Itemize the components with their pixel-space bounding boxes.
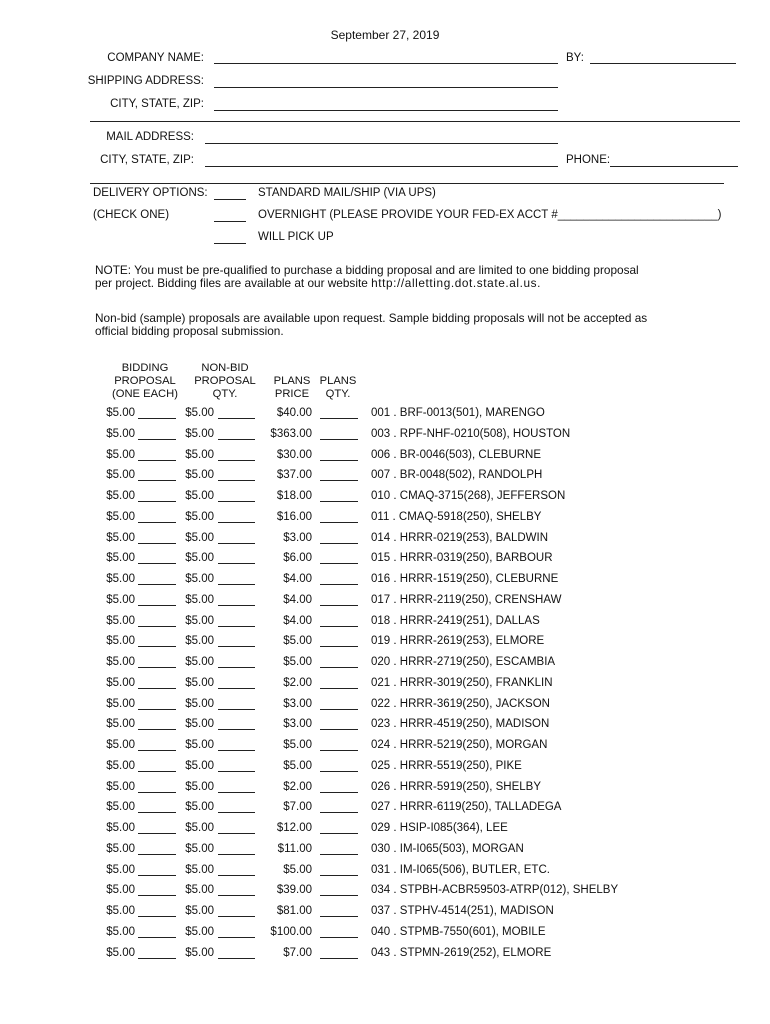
project-description: 026 . HRRR-5919(250), SHELBY <box>371 781 542 793</box>
nonbid-qty-field[interactable] <box>218 470 255 481</box>
table-row <box>0 739 770 759</box>
bidding-price: $5.00 <box>106 449 135 461</box>
shipping-address-label: SHIPPING ADDRESS: <box>87 75 204 87</box>
plans-qty-field[interactable] <box>320 802 358 813</box>
bidding-qty-field[interactable] <box>138 533 176 544</box>
table-row <box>0 718 770 738</box>
bidding-qty-field[interactable] <box>138 885 176 896</box>
bidding-qty-field[interactable] <box>138 636 176 647</box>
nonbid-qty-field[interactable] <box>218 408 255 419</box>
table-row <box>0 698 770 718</box>
nonbid-price: $5.00 <box>185 532 214 544</box>
nonbid-price: $5.00 <box>185 843 214 855</box>
plans-price: $2.00 <box>283 781 312 793</box>
nonbid-qty-field[interactable] <box>218 574 255 585</box>
nonbid-qty-field[interactable] <box>218 678 255 689</box>
plans-qty-field[interactable] <box>320 616 358 627</box>
nonbid-qty-field[interactable] <box>218 719 255 730</box>
delivery-options-label: DELIVERY OPTIONS: <box>93 187 208 199</box>
project-description: 017 . HRRR-2119(250), CRENSHAW <box>371 594 562 606</box>
bidding-price: $5.00 <box>106 594 135 606</box>
nonbid-price: $5.00 <box>185 864 214 876</box>
bidding-qty-field[interactable] <box>138 616 176 627</box>
nonbid-qty-field[interactable] <box>218 699 255 710</box>
bidding-price: $5.00 <box>106 801 135 813</box>
plans-price: $4.00 <box>283 573 312 585</box>
bidding-price: $5.00 <box>106 947 135 959</box>
plans-price: $363.00 <box>270 428 312 440</box>
nonbid-price: $5.00 <box>185 573 214 585</box>
bidding-qty-field[interactable] <box>138 927 176 938</box>
header-bidding-proposal <box>100 362 190 401</box>
plans-qty-field[interactable] <box>320 678 358 689</box>
bidding-qty-field[interactable] <box>138 450 176 461</box>
project-description: 011 . CMAQ-5918(250), SHELBY <box>371 511 542 523</box>
plans-qty-field[interactable] <box>320 865 358 876</box>
nonbid-price: $5.00 <box>185 428 214 440</box>
delivery-overnight-checkbox[interactable] <box>214 221 246 222</box>
header-nonbid-line: PROPOSAL <box>194 375 256 387</box>
plans-price: $16.00 <box>276 511 312 523</box>
plans-price: $3.00 <box>283 718 312 730</box>
nonbid-price: $5.00 <box>185 884 214 896</box>
bidding-qty-field[interactable] <box>138 657 176 668</box>
bidding-price: $5.00 <box>106 407 135 419</box>
city-state-zip-label: CITY, STATE, ZIP: <box>110 98 204 110</box>
header-bidding-line: (ONE EACH) <box>112 388 178 400</box>
bidding-qty-field[interactable] <box>138 948 176 959</box>
shipping-address-field[interactable] <box>214 87 558 88</box>
table-row <box>0 532 770 552</box>
nonbid-qty-field[interactable] <box>218 802 255 813</box>
bidding-qty-field[interactable] <box>138 802 176 813</box>
plans-qty-field[interactable] <box>320 823 358 834</box>
plans-price: $37.00 <box>276 469 312 481</box>
nonbid-qty-field[interactable] <box>218 885 255 896</box>
mail-city-state-zip-label: CITY, STATE, ZIP: <box>100 154 194 166</box>
bidding-qty-field[interactable] <box>138 740 176 751</box>
nonbid-price: $5.00 <box>185 801 214 813</box>
nonbid-price: $5.00 <box>185 469 214 481</box>
section-divider <box>90 121 740 122</box>
project-description: 015 . HRRR-0319(250), BARBOUR <box>371 552 553 564</box>
project-description: 018 . HRRR-2419(251), DALLAS <box>371 615 540 627</box>
plans-price: $39.00 <box>276 884 312 896</box>
bidding-price: $5.00 <box>106 926 135 938</box>
nonbid-qty-field[interactable] <box>218 927 255 938</box>
plans-price: $4.00 <box>283 594 312 606</box>
bidding-price: $5.00 <box>106 552 135 564</box>
table-row <box>0 594 770 614</box>
bidding-qty-field[interactable] <box>138 699 176 710</box>
project-description: 031 . IM-I065(506), BUTLER, ETC. <box>371 864 550 876</box>
project-description: 006 . BR-0046(503), CLEBURNE <box>371 449 542 461</box>
table-row <box>0 947 770 967</box>
nonbid-qty-field[interactable] <box>218 553 255 564</box>
plans-qty-field[interactable] <box>320 470 358 481</box>
plans-qty-field[interactable] <box>320 636 358 647</box>
nonbid-qty-field[interactable] <box>218 429 255 440</box>
plans-qty-field[interactable] <box>320 595 358 606</box>
delivery-standard-label: STANDARD MAIL/SHIP (VIA UPS) <box>258 187 436 199</box>
table-row <box>0 760 770 780</box>
city-state-zip-field[interactable] <box>214 110 558 111</box>
project-description: 043 . STPMN-2619(252), ELMORE <box>371 947 552 959</box>
delivery-pickup-checkbox[interactable] <box>214 243 246 244</box>
header-nonbid-line: NON-BID <box>201 362 249 374</box>
bidding-price: $5.00 <box>106 864 135 876</box>
project-description: 024 . HRRR-5219(250), MORGAN <box>371 739 548 751</box>
nonbid-qty-field[interactable] <box>218 865 255 876</box>
plans-price: $11.00 <box>277 843 312 855</box>
website-link[interactable]: http://alletting.dot.state.al.us. <box>371 276 542 290</box>
bidding-price: $5.00 <box>106 573 135 585</box>
plans-qty-field[interactable] <box>320 844 358 855</box>
nonbid-qty-field[interactable] <box>218 657 255 668</box>
plans-qty-field[interactable] <box>320 782 358 793</box>
plans-qty-field[interactable] <box>320 657 358 668</box>
bidding-qty-field[interactable] <box>138 429 176 440</box>
table-row <box>0 469 770 489</box>
nonbid-price: $5.00 <box>185 947 214 959</box>
phone-field[interactable] <box>610 166 738 167</box>
header-nonbid-line: QTY. <box>212 388 238 400</box>
phone-label: PHONE: <box>566 154 611 166</box>
header-plans-qty <box>316 375 360 401</box>
table-row <box>0 656 770 676</box>
nonbid-qty-field[interactable] <box>218 823 255 834</box>
project-description: 010 . CMAQ-3715(268), JEFFERSON <box>371 490 566 502</box>
nonbid-price: $5.00 <box>185 407 214 419</box>
plans-price: $5.00 <box>283 760 312 772</box>
note-line-2-text: per project. Bidding files are available at our website <box>95 276 372 290</box>
nonbid-price: $5.00 <box>185 926 214 938</box>
plans-price: $7.00 <box>283 947 312 959</box>
plans-price: $12.00 <box>276 822 312 834</box>
nonbid-price: $5.00 <box>185 905 214 917</box>
bidding-price: $5.00 <box>106 490 135 502</box>
table-row <box>0 407 770 427</box>
bidding-price: $5.00 <box>106 884 135 896</box>
table-row <box>0 822 770 842</box>
table-row <box>0 449 770 469</box>
nonbid-qty-field[interactable] <box>218 533 255 544</box>
plans-price: $5.00 <box>283 864 312 876</box>
bidding-price: $5.00 <box>106 532 135 544</box>
project-description: 040 . STPMB-7550(601), MOBILE <box>371 926 546 938</box>
plans-qty-field[interactable] <box>320 533 358 544</box>
table-row <box>0 490 770 510</box>
delivery-standard-checkbox[interactable] <box>214 199 246 200</box>
nonbid-price: $5.00 <box>185 511 214 523</box>
table-row <box>0 677 770 697</box>
table-row <box>0 864 770 884</box>
bidding-qty-field[interactable] <box>138 906 176 917</box>
nonbid-price: $5.00 <box>185 449 214 461</box>
table-row <box>0 884 770 904</box>
table-row <box>0 843 770 863</box>
header-plans-qty-line: PLANS <box>319 375 357 387</box>
plans-price: $18.00 <box>276 490 312 502</box>
plans-price: $5.00 <box>283 739 312 751</box>
plans-price: $6.00 <box>283 552 312 564</box>
project-description: 037 . STPHV-4514(251), MADISON <box>371 905 554 917</box>
bidding-qty-field[interactable] <box>138 408 176 419</box>
plans-qty-field[interactable] <box>320 450 358 461</box>
nonbid-paragraph <box>95 312 647 338</box>
plans-qty-field[interactable] <box>320 491 358 502</box>
bidding-qty-field[interactable] <box>138 491 176 502</box>
bidding-qty-field[interactable] <box>138 678 176 689</box>
company-name-field[interactable] <box>214 63 558 64</box>
project-description: 023 . HRRR-4519(250), MADISON <box>371 718 550 730</box>
nonbid-price: $5.00 <box>185 677 214 689</box>
plans-qty-field[interactable] <box>320 740 358 751</box>
note-line-2 <box>95 277 639 290</box>
bidding-price: $5.00 <box>106 428 135 440</box>
header-nonbid-proposal <box>185 362 265 401</box>
document-date: September 27, 2019 <box>330 28 440 42</box>
table-row <box>0 801 770 821</box>
bidding-price: $5.00 <box>106 843 135 855</box>
header-bidding-line: BIDDING <box>121 362 169 374</box>
plans-price: $81.00 <box>276 905 312 917</box>
project-description: 021 . HRRR-3019(250), FRANKLIN <box>371 677 553 689</box>
plans-price: $5.00 <box>283 656 312 668</box>
by-field[interactable] <box>590 63 736 64</box>
header-plans-qty-line: QTY. <box>325 388 351 400</box>
plans-qty-field[interactable] <box>320 512 358 523</box>
header-plans-price-line: PLANS <box>273 375 311 387</box>
nonbid-price: $5.00 <box>185 490 214 502</box>
plans-price: $3.00 <box>283 532 312 544</box>
plans-price: $3.00 <box>283 698 312 710</box>
bidding-qty-field[interactable] <box>138 595 176 606</box>
nonbid-qty-field[interactable] <box>218 740 255 751</box>
bidding-qty-field[interactable] <box>138 761 176 772</box>
mail-city-state-zip-field[interactable] <box>205 166 558 167</box>
nonbid-qty-field[interactable] <box>218 450 255 461</box>
project-description: 003 . RPF-NHF-0210(508), HOUSTON <box>371 428 571 440</box>
bidding-price: $5.00 <box>106 635 135 647</box>
note-paragraph <box>95 264 639 290</box>
bidding-qty-field[interactable] <box>138 823 176 834</box>
nonbid-price: $5.00 <box>185 739 214 751</box>
project-description: 007 . BR-0048(502), RANDOLPH <box>371 469 543 481</box>
nonbid-price: $5.00 <box>185 760 214 772</box>
nonbid-price: $5.00 <box>185 615 214 627</box>
table-row <box>0 573 770 593</box>
plans-price: $4.00 <box>283 615 312 627</box>
plans-qty-field[interactable] <box>320 429 358 440</box>
header-plans-price <box>268 375 316 401</box>
nonbid-price: $5.00 <box>185 781 214 793</box>
nonbid-qty-field[interactable] <box>218 636 255 647</box>
plans-price: $7.00 <box>283 801 312 813</box>
project-description: 025 . HRRR-5519(250), PIKE <box>371 760 522 772</box>
mail-address-field[interactable] <box>205 143 558 144</box>
bidding-qty-field[interactable] <box>138 470 176 481</box>
project-description: 020 . HRRR-2719(250), ESCAMBIA <box>371 656 556 668</box>
bidding-price: $5.00 <box>106 739 135 751</box>
nonbid-price: $5.00 <box>185 635 214 647</box>
project-description: 001 . BRF-0013(501), MARENGO <box>371 407 545 419</box>
bidding-qty-field[interactable] <box>138 512 176 523</box>
nonbid-qty-field[interactable] <box>218 595 255 606</box>
plans-price: $5.00 <box>283 635 312 647</box>
delivery-pickup-label: WILL PICK UP <box>258 231 334 243</box>
nonbid-price: $5.00 <box>185 552 214 564</box>
delivery-overnight-label: OVERNIGHT (PLEASE PROVIDE YOUR FED-EX ACCT #_________________________) <box>258 209 722 221</box>
nonbid-qty-field[interactable] <box>218 491 255 502</box>
nonbid-price: $5.00 <box>185 698 214 710</box>
nonbid-line-1: Non-bid (sample) proposals are available upon request. Sample bidding proposals will not be accepted as <box>95 311 648 325</box>
header-plans-price-line: PRICE <box>274 388 310 400</box>
project-description: 030 . IM-I065(503), MORGAN <box>371 843 524 855</box>
note-line-1: NOTE: You must be pre-qualified to purchase a bidding proposal and are limited to one bidding proposal <box>95 263 639 277</box>
plans-qty-field[interactable] <box>320 906 358 917</box>
table-row <box>0 428 770 448</box>
header-bidding-line: PROPOSAL <box>114 375 176 387</box>
plans-qty-field[interactable] <box>320 927 358 938</box>
bidding-price: $5.00 <box>106 469 135 481</box>
bidding-qty-field[interactable] <box>138 865 176 876</box>
nonbid-qty-field[interactable] <box>218 512 255 523</box>
bidding-qty-field[interactable] <box>138 844 176 855</box>
plans-price: $40.00 <box>276 407 312 419</box>
company-name-label: COMPANY NAME: <box>107 52 204 64</box>
plans-qty-field[interactable] <box>320 699 358 710</box>
bidding-qty-field[interactable] <box>138 574 176 585</box>
project-description: 027 . HRRR-6119(250), TALLADEGA <box>371 801 562 813</box>
check-one-label: (CHECK ONE) <box>93 209 170 221</box>
bidding-price: $5.00 <box>106 698 135 710</box>
table-row <box>0 905 770 925</box>
plans-price: $2.00 <box>283 677 312 689</box>
by-label: BY: <box>566 52 584 64</box>
mail-address-label: MAIL ADDRESS: <box>106 131 194 143</box>
plans-price: $100.00 <box>270 926 312 938</box>
plans-qty-field[interactable] <box>320 885 358 896</box>
nonbid-qty-field[interactable] <box>218 782 255 793</box>
nonbid-qty-field[interactable] <box>218 906 255 917</box>
nonbid-qty-field[interactable] <box>218 616 255 627</box>
bidding-qty-field[interactable] <box>138 553 176 564</box>
plans-qty-field[interactable] <box>320 408 358 419</box>
table-row <box>0 635 770 655</box>
nonbid-line-2: official bidding proposal submission. <box>95 324 284 338</box>
bidding-price: $5.00 <box>106 781 135 793</box>
bidding-price: $5.00 <box>106 615 135 627</box>
nonbid-qty-field[interactable] <box>218 761 255 772</box>
project-description: 016 . HRRR-1519(250), CLEBURNE <box>371 573 559 585</box>
nonbid-qty-field[interactable] <box>218 844 255 855</box>
plans-price: $30.00 <box>276 449 312 461</box>
project-description: 022 . HRRR-3619(250), JACKSON <box>371 698 550 710</box>
bidding-qty-field[interactable] <box>138 719 176 730</box>
plans-qty-field[interactable] <box>320 553 358 564</box>
project-description: 014 . HRRR-0219(253), BALDWIN <box>371 532 549 544</box>
bidding-price: $5.00 <box>106 822 135 834</box>
plans-qty-field[interactable] <box>320 761 358 772</box>
bidding-price: $5.00 <box>106 511 135 523</box>
bidding-price: $5.00 <box>106 905 135 917</box>
table-row <box>0 926 770 946</box>
plans-qty-field[interactable] <box>320 719 358 730</box>
plans-qty-field[interactable] <box>320 948 358 959</box>
nonbid-price: $5.00 <box>185 718 214 730</box>
bidding-price: $5.00 <box>106 760 135 772</box>
nonbid-qty-field[interactable] <box>218 948 255 959</box>
section-divider-2 <box>90 183 724 184</box>
bidding-price: $5.00 <box>106 656 135 668</box>
table-row <box>0 781 770 801</box>
nonbid-price: $5.00 <box>185 656 214 668</box>
bidding-price: $5.00 <box>106 677 135 689</box>
bidding-qty-field[interactable] <box>138 782 176 793</box>
table-row <box>0 552 770 572</box>
project-description: 019 . HRRR-2619(253), ELMORE <box>371 635 545 647</box>
plans-qty-field[interactable] <box>320 574 358 585</box>
nonbid-price: $5.00 <box>185 594 214 606</box>
project-description: 029 . HSIP-I085(364), LEE <box>371 822 508 834</box>
bidding-price: $5.00 <box>106 718 135 730</box>
nonbid-price: $5.00 <box>185 822 214 834</box>
project-description: 034 . STPBH-ACBR59503-ATRP(012), SHELBY <box>371 884 619 896</box>
table-row <box>0 615 770 635</box>
table-row <box>0 511 770 531</box>
